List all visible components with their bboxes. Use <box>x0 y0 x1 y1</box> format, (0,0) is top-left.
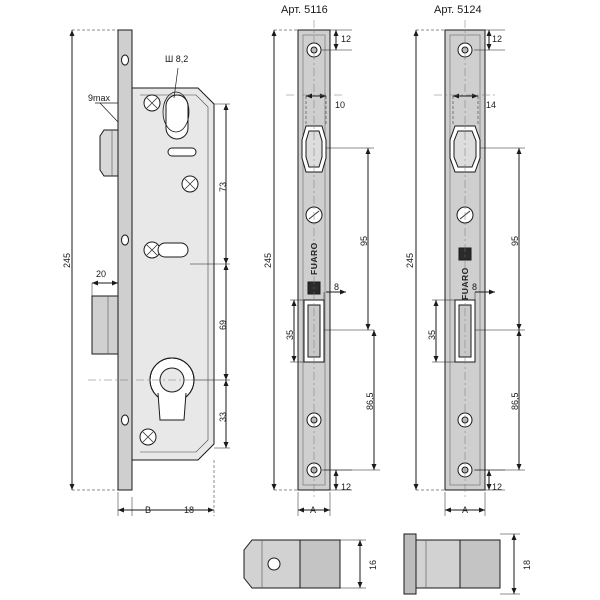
dim-5124-12-bottom: 12 <box>492 482 503 492</box>
dim-5124-86-5: 86,5 <box>510 392 520 410</box>
dim-side-73: 73 <box>218 181 228 192</box>
dim-5116-245: 245 <box>263 252 273 268</box>
brand-logo-5116: FUARO <box>309 242 319 275</box>
dim-5124-A: A <box>462 505 469 515</box>
dim-5116-35: 35 <box>285 329 295 340</box>
dim-5116-10: 10 <box>335 100 346 110</box>
dim-5116-86-5: 86,5 <box>365 392 375 410</box>
dim-5116-95: 95 <box>359 235 369 246</box>
dim-side-9max: 9max <box>88 93 111 103</box>
dim-5124-12-top: 12 <box>492 34 503 44</box>
title-art-5116: Арт. 5116 <box>281 4 328 16</box>
dim-side-width-8-2: Ш 8,2 <box>165 54 189 64</box>
title-art-5124: Арт. 5124 <box>434 4 482 16</box>
dim-side-245: 245 <box>62 252 72 268</box>
dim-5124-95: 95 <box>510 235 520 246</box>
dim-side-33: 33 <box>218 411 228 422</box>
dim-5124-14: 14 <box>486 100 497 110</box>
dim-strike-16: 16 <box>368 559 378 570</box>
dim-side-B: B <box>145 505 152 515</box>
brand-logo-5124: FUARO <box>460 267 470 300</box>
dim-5116-8: 8 <box>334 282 340 292</box>
dim-5116-12-bottom: 12 <box>341 482 352 492</box>
dim-5116-A: A <box>310 505 317 515</box>
dim-5124-8: 8 <box>472 282 478 292</box>
dim-5124-245: 245 <box>405 252 415 268</box>
dim-5116-12-top: 12 <box>341 34 352 44</box>
dim-side-69: 69 <box>218 319 228 330</box>
dim-strike-18: 18 <box>522 559 532 570</box>
dim-5124-35: 35 <box>427 329 437 340</box>
dim-side-20: 20 <box>96 269 107 279</box>
dim-side-18: 18 <box>184 505 195 515</box>
